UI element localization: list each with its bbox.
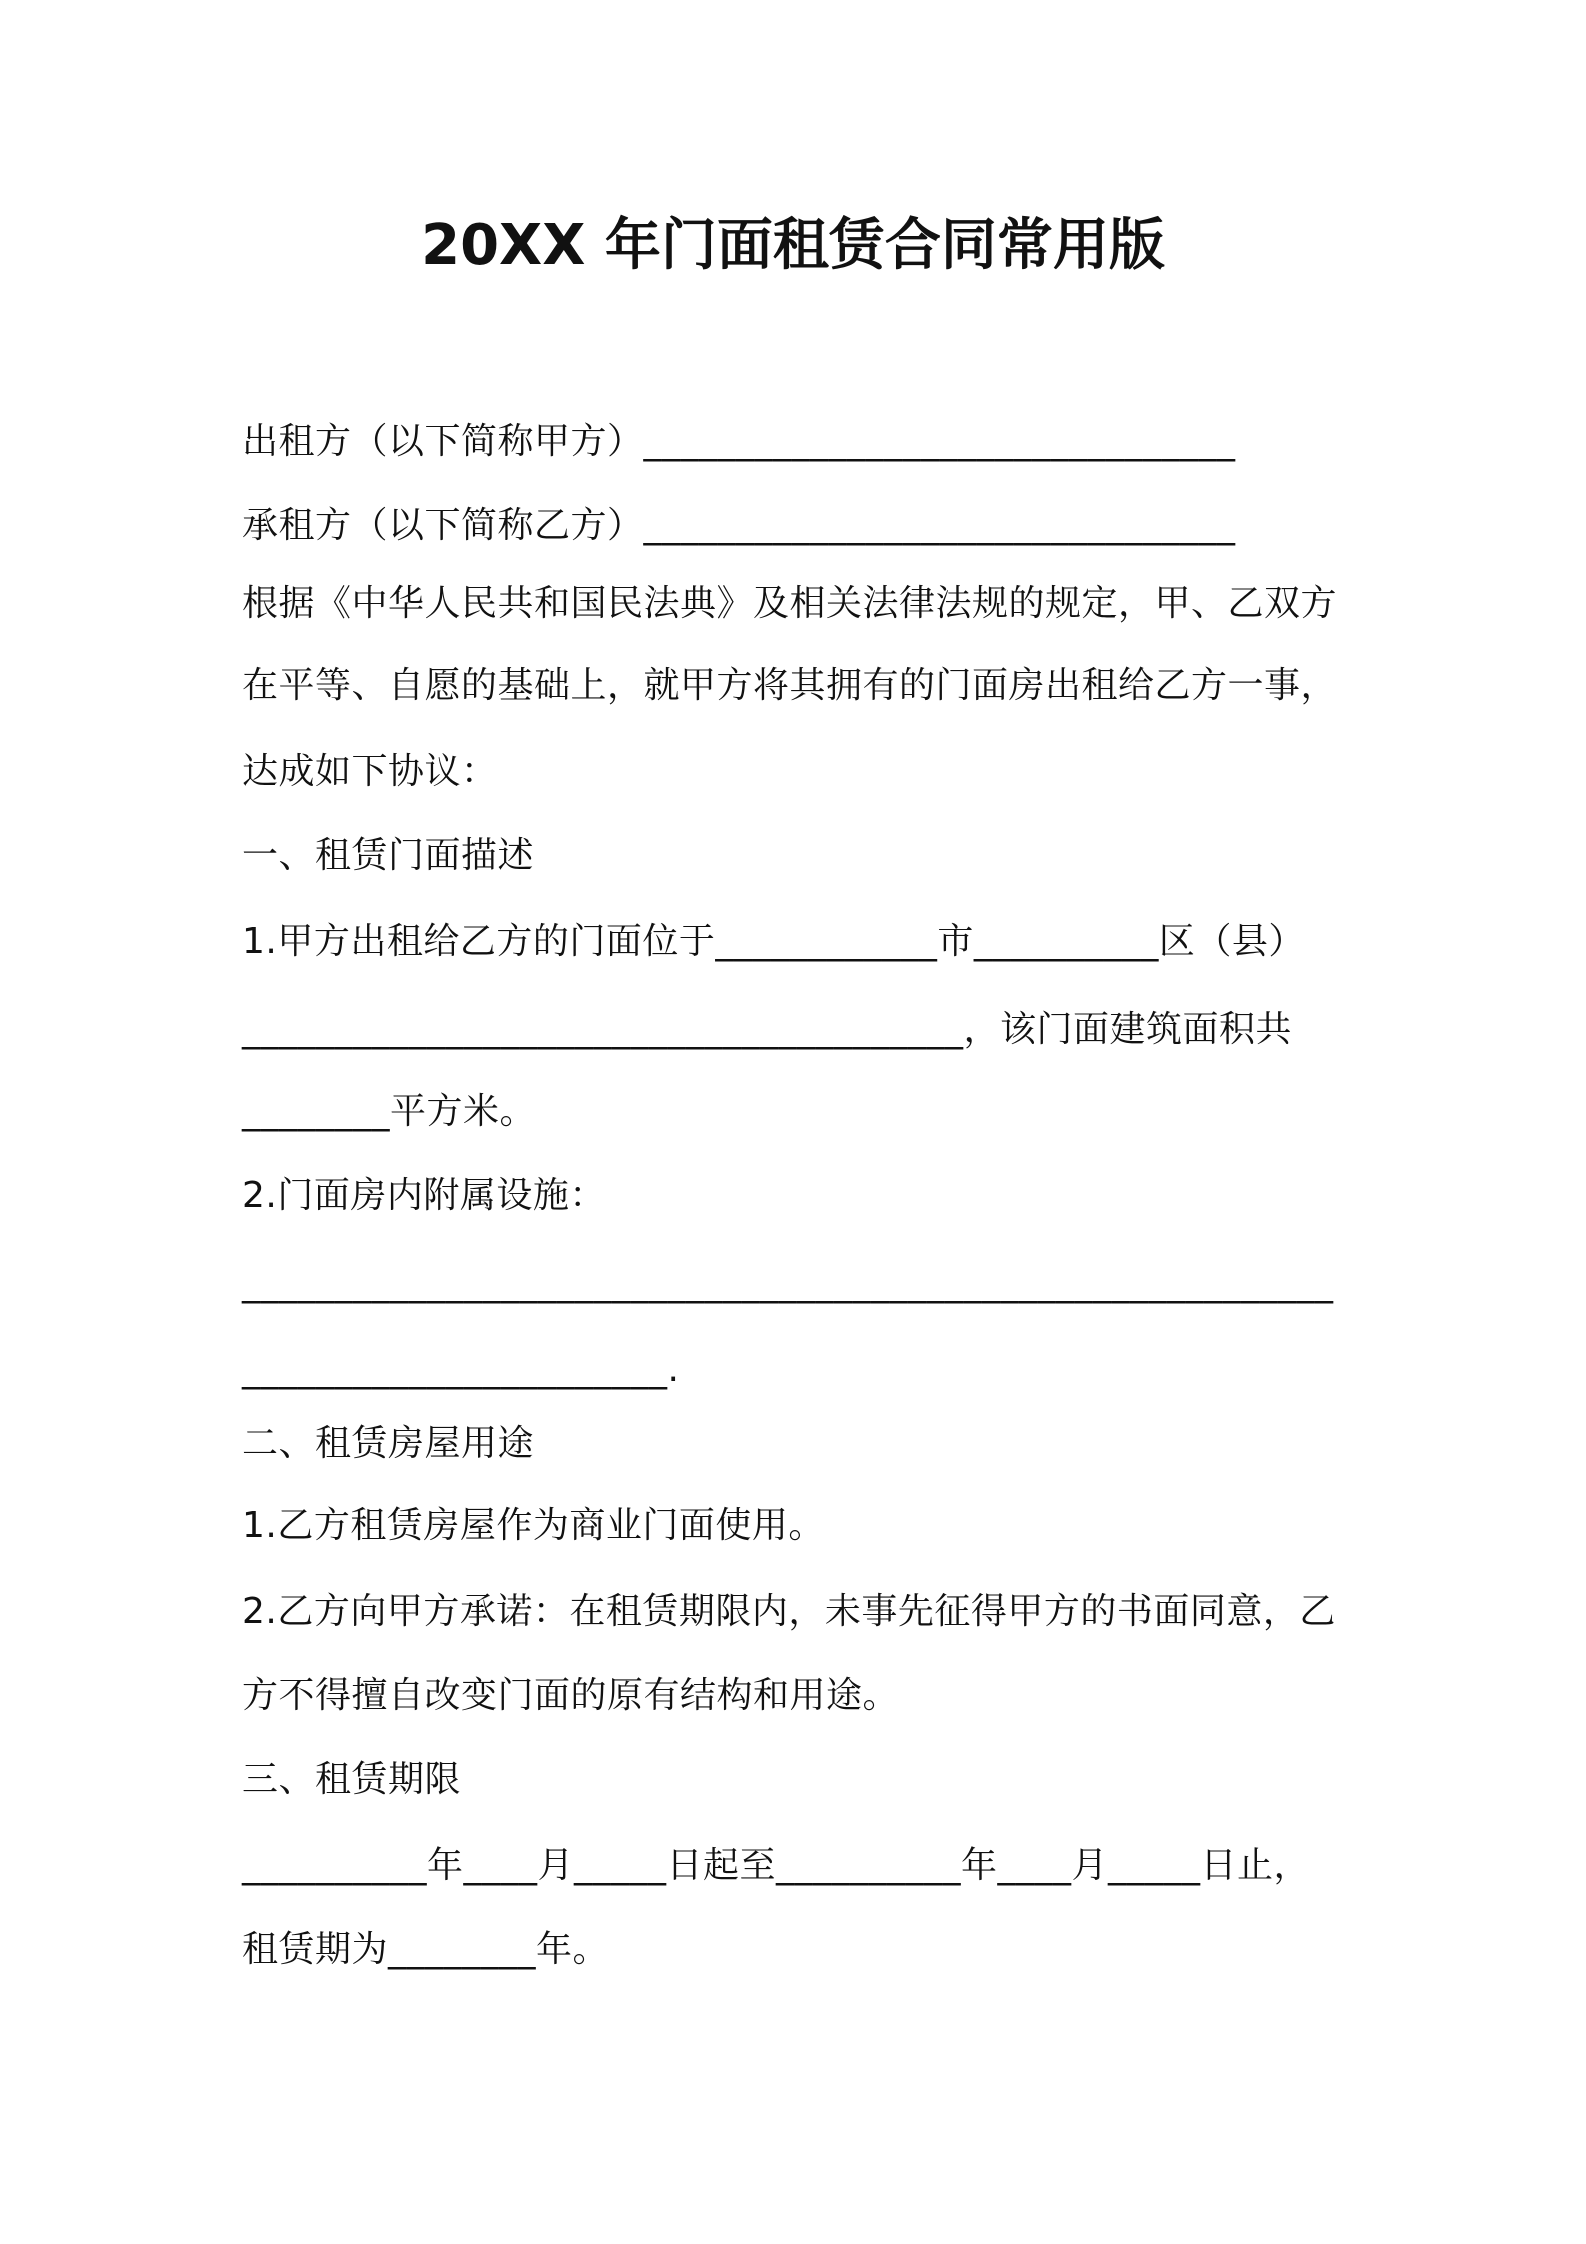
clause-3-term: 租赁期为________年。 bbox=[242, 1929, 610, 1970]
clause-1-1-line-3: ________平方米。 bbox=[242, 1091, 537, 1132]
page-title: 20XX 年门面租赁合同常用版 bbox=[421, 213, 1165, 278]
clause-1-2-blank-2: _______________________. bbox=[242, 1349, 680, 1390]
clause-2-1: 1.乙方租赁房屋作为商业门面使用。 bbox=[242, 1505, 825, 1546]
preamble-line-2: 在平等、自愿的基础上，就甲方将其拥有的门面房出租给乙方一事， bbox=[242, 665, 1338, 706]
clause-1-1-line-2: _______________________________________，该门面建筑面积共 bbox=[242, 1009, 1293, 1050]
lessor-line: 出租方（以下简称甲方）________________________________ bbox=[242, 421, 1236, 462]
clause-1-1-line-1: 1.甲方出租给乙方的门面位于____________市__________区（县） bbox=[242, 921, 1305, 962]
clause-2-2-line-2: 方不得擅自改变门面的原有结构和用途。 bbox=[242, 1675, 900, 1716]
section-heading-3: 三、租赁期限 bbox=[242, 1759, 462, 1800]
section-heading-1: 一、租赁门面描述 bbox=[242, 835, 535, 876]
preamble-line-3: 达成如下协议： bbox=[242, 751, 498, 792]
lessee-line: 承租方（以下简称乙方）________________________________ bbox=[242, 505, 1236, 546]
clause-1-2-blank-1: ___________________________________________________________ bbox=[242, 1263, 1334, 1304]
clause-2-2-line-1: 2.乙方向甲方承诺：在租赁期限内，未事先征得甲方的书面同意，乙 bbox=[242, 1591, 1336, 1632]
clause-1-2-line-1: 2.门面房内附属设施： bbox=[242, 1175, 606, 1216]
section-heading-2: 二、租赁房屋用途 bbox=[242, 1423, 535, 1464]
preamble-line-1: 根据《中华人民共和国民法典》及相关法律法规的规定，甲、乙双方 bbox=[242, 583, 1338, 624]
clause-3-dates: __________年____月_____日起至__________年____月_____日止， bbox=[242, 1845, 1311, 1886]
